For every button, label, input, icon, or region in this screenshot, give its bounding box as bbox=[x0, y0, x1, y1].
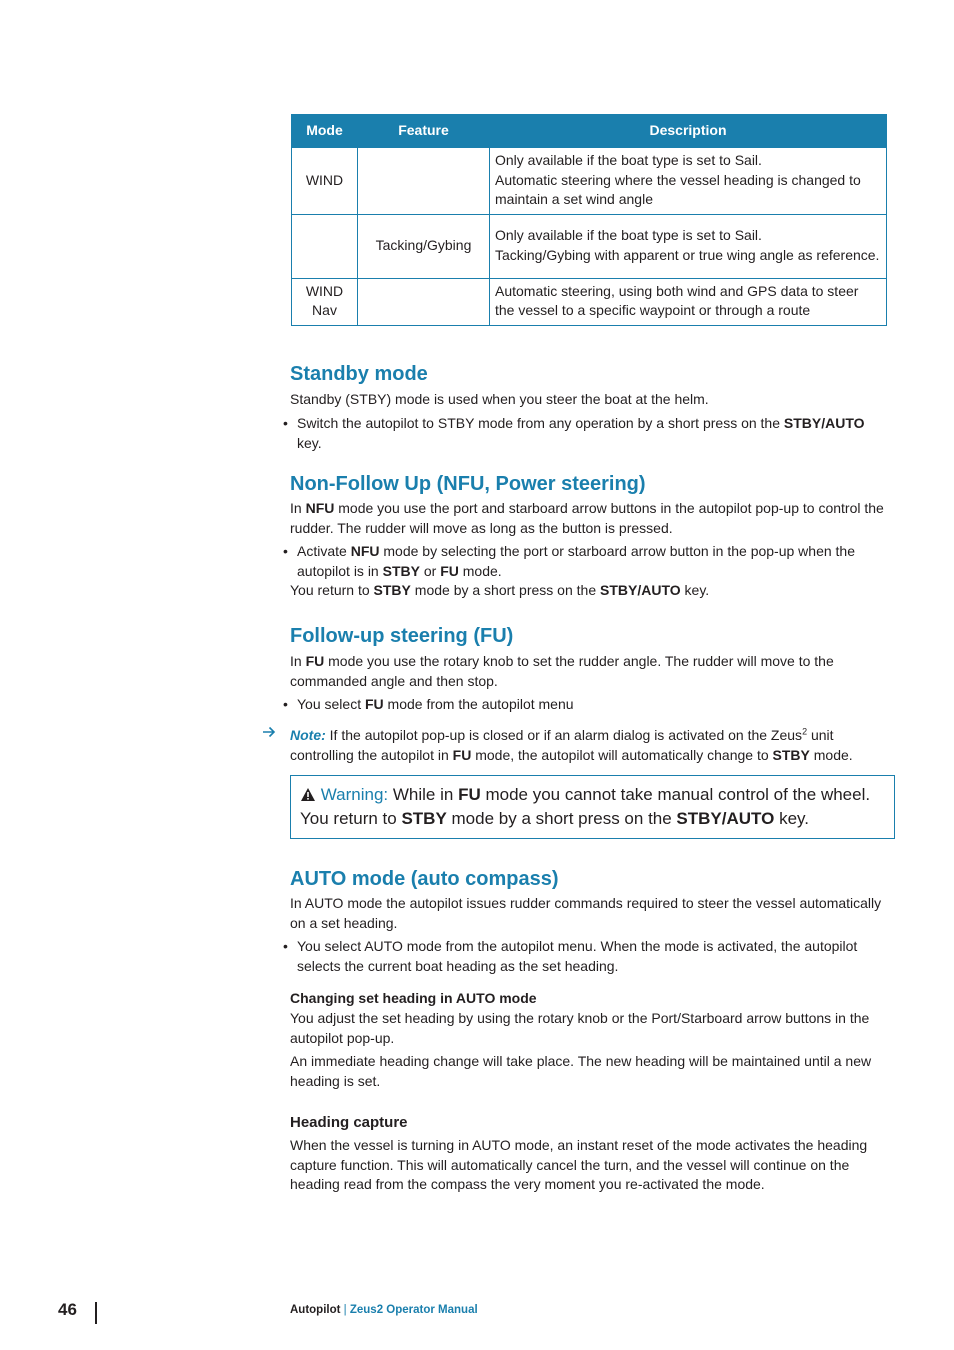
note-paragraph: Note: If the autopilot pop-up is closed or if an alarm dialog is activated on the Zeus$^2$ unit controlling the autopilot in FU mode, the autopilot will automatically change to STBY mode. bbox=[290, 726, 853, 763]
cell-mode: WIND bbox=[292, 148, 358, 215]
heading-capture-p1: When the vessel is turning in AUTO mode, an instant reset of the mode activates the heading capture function. This will automatically cancel the turn, and the vessel will continue on the heading read from the compass the very moment you re-activated the mode. bbox=[290, 1137, 868, 1192]
table-row bbox=[292, 278, 887, 325]
nfu-paragraph: In NFU mode you use the port and starboard arrow buttons in the autopilot pop-up to control the rudder. The rudder will move as long as the button is pressed. bbox=[290, 500, 884, 536]
cell-description: Only available if the boat type is set to Sail. Automatic steering where the vessel heading is changed to maintain a set wind angle bbox=[490, 148, 887, 215]
auto-bullet: • You select AUTO mode from the autopilot menu. When the mode is activated, the autopilot selects the current boat heading as the set heading. bbox=[283, 938, 858, 974]
cell-feature bbox=[358, 148, 490, 215]
nfu-return: You return to STBY mode by a short press on the STBY/AUTO key. bbox=[290, 582, 710, 598]
note-label: Note: bbox=[290, 727, 326, 743]
footer-manual: Zeus2 Operator Manual bbox=[349, 1304, 478, 1316]
bullet-dot: • bbox=[283, 938, 288, 954]
table-row bbox=[292, 214, 887, 278]
header-mode: Mode bbox=[292, 115, 358, 148]
fu-paragraph: In FU mode you use the rotary knob to set the rudder angle. The rudder will move to the commanded angle and then stop. bbox=[290, 653, 834, 689]
footer-separator: | bbox=[343, 1304, 347, 1316]
header-feature: Feature bbox=[358, 115, 490, 148]
page-number: 46 bbox=[58, 1300, 77, 1319]
bullet-dot: • bbox=[283, 415, 288, 431]
header-description: Description bbox=[490, 115, 887, 148]
cell-description: Automatic steering, using both wind and GPS data to steer the vessel to a specific waypoint or through a route bbox=[490, 278, 887, 325]
changing-heading-p1: You adjust the set heading by using the rotary knob or the Port/Starboard arrow buttons in the autopilot pop-up. bbox=[290, 1010, 870, 1046]
cell-mode: WIND Nav bbox=[292, 278, 358, 325]
nfu-heading: Non-Follow Up (NFU, Power steering) bbox=[290, 473, 646, 495]
nfu-bullet: • Activate NFU mode by selecting the port or starboard arrow button in the pop-up when the autopilot is in STBY or FU mode. bbox=[283, 543, 855, 579]
auto-intro: In AUTO mode the autopilot issues rudder commands required to steer the vessel automatically on a set heading. bbox=[290, 895, 882, 931]
table-row bbox=[292, 148, 887, 215]
bullet-dot: • bbox=[283, 696, 288, 712]
standby-heading: Standby mode bbox=[290, 363, 428, 385]
warning-label: Warning: bbox=[320, 785, 389, 804]
fu-heading: Follow-up steering (FU) bbox=[290, 625, 514, 647]
modes-table bbox=[291, 114, 887, 326]
cell-mode bbox=[292, 214, 358, 278]
standby-bullet: • Switch the autopilot to STBY mode from any operation by a short press on the STBY/AUTO key. bbox=[283, 415, 865, 451]
bullet-dot: • bbox=[283, 543, 288, 559]
fu-bullet: • You select FU mode from the autopilot menu bbox=[297, 695, 889, 715]
page-number-divider bbox=[95, 1302, 97, 1324]
warning-triangle-icon bbox=[300, 786, 316, 808]
arrow-right-icon bbox=[262, 724, 276, 744]
cell-description: Only available if the boat type is set to Sail. Tacking/Gybing with apparent or true wing angle as reference. bbox=[490, 214, 887, 278]
cell-feature: Tacking/Gybing bbox=[358, 214, 490, 278]
changing-heading-p2: An immediate heading change will take place. The new heading will be maintained until a new heading is set. bbox=[290, 1053, 872, 1089]
footer-text bbox=[290, 1301, 478, 1321]
table-header-row bbox=[292, 115, 887, 148]
auto-heading: AUTO mode (auto compass) bbox=[290, 868, 559, 890]
standby-intro: Standby (STBY) mode is used when you steer the boat at the helm. bbox=[290, 391, 709, 407]
cell-feature bbox=[358, 278, 490, 325]
footer-section: Autopilot bbox=[290, 1304, 341, 1316]
heading-capture-subtitle: Heading capture bbox=[290, 1114, 408, 1131]
warning-box: Warning: While in FU mode you cannot take manual control of the wheel. You return to STBY mode by a short press on the STBY/AUTO key. bbox=[290, 775, 895, 839]
changing-heading-subtitle: Changing set heading in AUTO mode bbox=[290, 990, 537, 1006]
